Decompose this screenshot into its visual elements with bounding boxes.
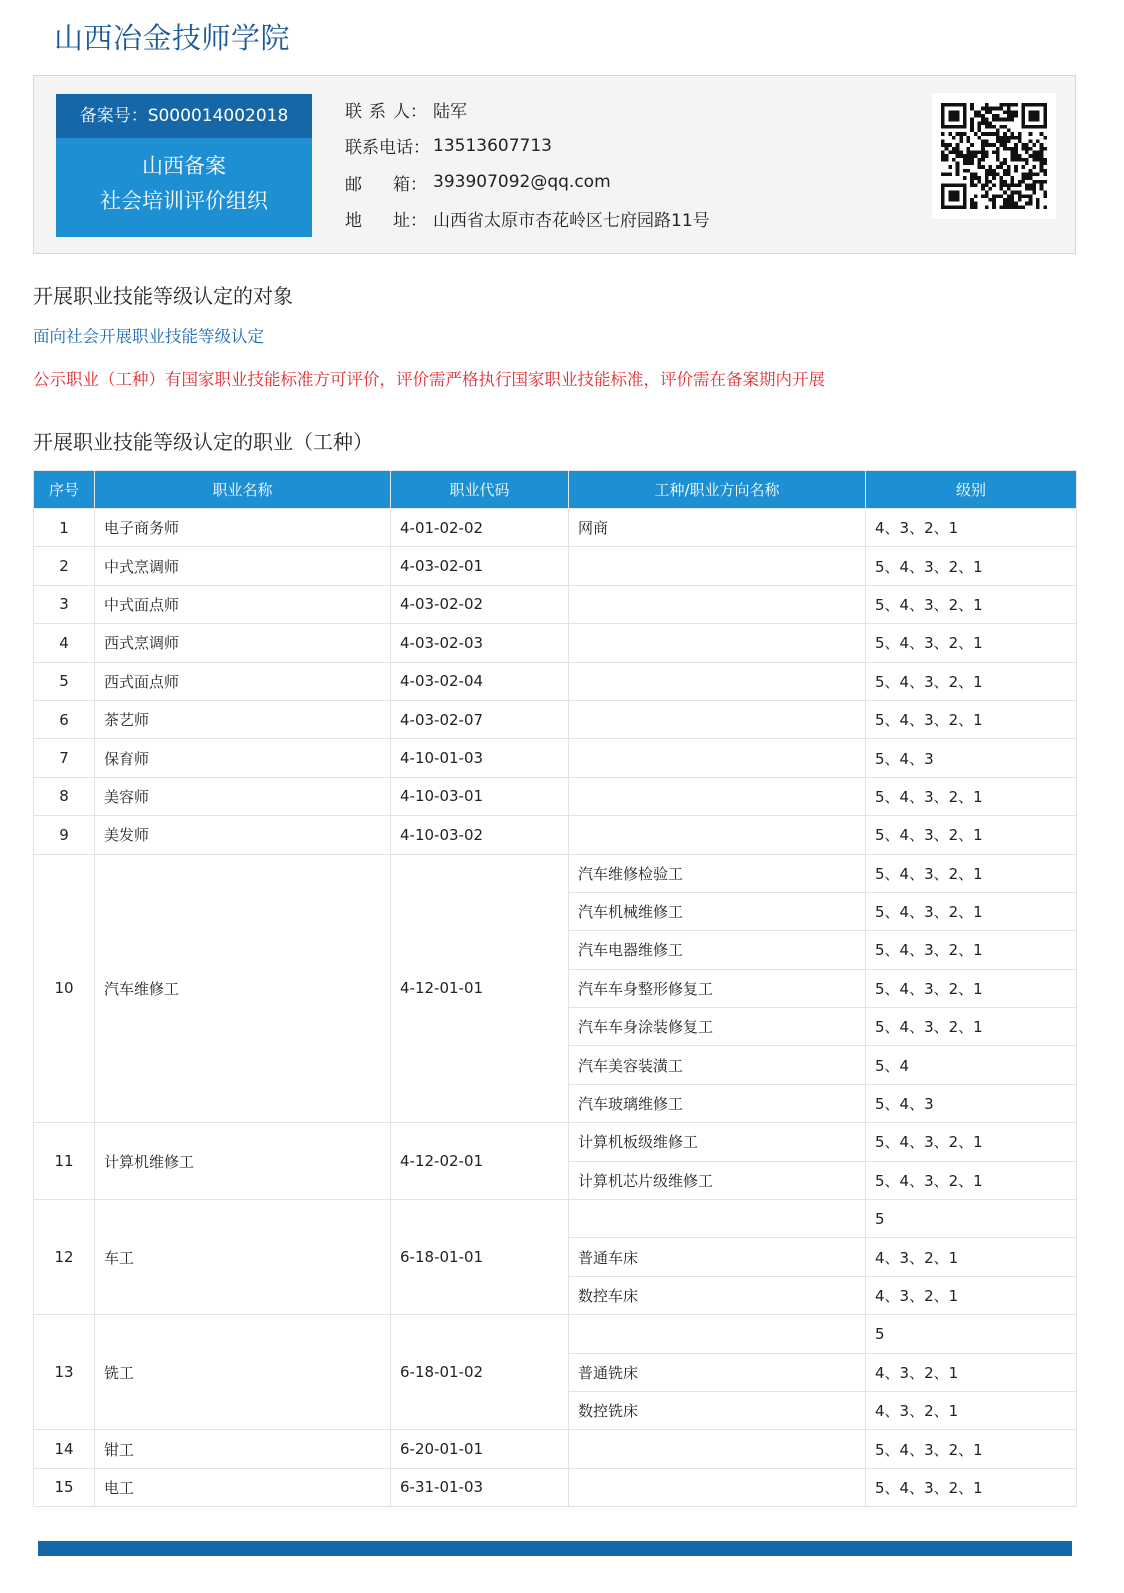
cell-level: 5、4、3、2、1 [866, 547, 1077, 585]
cell-occupation-code: 4-01-02-02 [391, 509, 569, 547]
target-section-title: 开展职业技能等级认定的对象 [33, 284, 293, 308]
cell-level: 5、4、3、2、1 [866, 1123, 1077, 1161]
contact-email-label: 邮 箱： [345, 174, 427, 195]
header-occupation-code: 职业代码 [391, 471, 569, 509]
cell-direction: 汽车车身涂装修复工 [569, 1008, 866, 1046]
table-row [34, 700, 1077, 738]
cell-occupation-name: 计算机维修工 [95, 1123, 391, 1200]
cell-occupation-name: 电子商务师 [95, 509, 391, 547]
record-badge [56, 94, 312, 237]
cell-no: 9 [34, 816, 95, 854]
cell-no: 15 [34, 1468, 95, 1506]
cell-direction [569, 624, 866, 662]
org-title: 山西冶金技师学院 [54, 21, 291, 55]
cell-occupation-code: 6-18-01-01 [391, 1200, 569, 1315]
cell-level: 5、4、3、2、1 [866, 1008, 1077, 1046]
cell-occupation-code: 6-31-01-03 [391, 1468, 569, 1506]
table-row [34, 585, 1077, 623]
cell-direction [569, 585, 866, 623]
target-notice-text: 公示职业（工种）有国家职业技能标准方可评价，评价需严格执行国家职业技能标准，评价需在备案期内开展 [33, 370, 825, 389]
cell-level: 5 [866, 1200, 1077, 1238]
cell-no: 14 [34, 1430, 95, 1468]
cell-occupation-name: 西式面点师 [95, 662, 391, 700]
cell-occupation-code: 4-03-02-02 [391, 585, 569, 623]
cell-occupation-name: 保育师 [95, 739, 391, 777]
cell-direction [569, 739, 866, 777]
cell-direction [569, 777, 866, 815]
cell-direction: 汽车玻璃维修工 [569, 1084, 866, 1122]
cell-direction [569, 1468, 866, 1506]
qr-code-icon [932, 93, 1056, 219]
cell-direction: 计算机芯片级维修工 [569, 1161, 866, 1199]
table-header-row [34, 471, 1077, 509]
cell-direction: 网商 [569, 509, 866, 547]
cell-direction [569, 700, 866, 738]
cell-direction: 数控铣床 [569, 1391, 866, 1429]
record-number: 备案号：S000014002018 [56, 94, 312, 138]
cell-direction: 汽车美容装潢工 [569, 1046, 866, 1084]
contact-phone-value: 13513607713 [433, 135, 552, 156]
contact-phone-label: 联 系 电 话： [345, 138, 430, 159]
cell-direction: 汽车车身整形修复工 [569, 969, 866, 1007]
cell-occupation-code: 4-03-02-01 [391, 547, 569, 585]
header-no: 序号 [34, 471, 95, 509]
cell-occupation-code: 4-10-01-03 [391, 739, 569, 777]
table-row [34, 1468, 1077, 1506]
cell-level: 5、4、3、2、1 [866, 931, 1077, 969]
cell-level: 5、4、3、2、1 [866, 624, 1077, 662]
cell-direction [569, 1430, 866, 1468]
cell-occupation-code: 4-10-03-02 [391, 816, 569, 854]
cell-direction [569, 547, 866, 585]
cell-no: 4 [34, 624, 95, 662]
table-row [34, 509, 1077, 547]
cell-level: 5 [866, 1315, 1077, 1353]
qr-code-graphic [941, 102, 1047, 210]
cell-no: 10 [34, 854, 95, 1123]
contact-person-label: 联 系 人： [345, 101, 427, 122]
header-occupation-name: 职业名称 [95, 471, 391, 509]
cell-occupation-name: 美发师 [95, 816, 391, 854]
cell-direction: 普通铣床 [569, 1353, 866, 1391]
contact-phone-row [345, 128, 905, 165]
table-row [34, 1430, 1077, 1468]
cell-occupation-code: 4-12-01-01 [391, 854, 569, 1123]
table-row [34, 624, 1077, 662]
badge-caption [56, 138, 312, 219]
cell-level: 5、4、3、2、1 [866, 700, 1077, 738]
target-scope-text: 面向社会开展职业技能等级认定 [33, 327, 264, 346]
cell-level: 4、3、2、1 [866, 1353, 1077, 1391]
cell-level: 5、4、3、2、1 [866, 1468, 1077, 1506]
footer-bar [38, 1541, 1072, 1556]
occupation-table [33, 470, 1077, 1507]
cell-level: 5、4、3、2、1 [866, 854, 1077, 892]
contact-address-row [345, 201, 905, 238]
org-info-panel [33, 75, 1076, 254]
cell-occupation-name: 中式烹调师 [95, 547, 391, 585]
cell-occupation-name: 茶艺师 [95, 700, 391, 738]
cell-occupation-name: 钳工 [95, 1430, 391, 1468]
header-level: 级别 [866, 471, 1077, 509]
cell-occupation-code: 4-12-02-01 [391, 1123, 569, 1200]
cell-direction: 汽车机械维修工 [569, 892, 866, 930]
header-direction: 工种/职业方向名称 [569, 471, 866, 509]
cell-level: 5、4、3 [866, 1084, 1077, 1122]
cell-level: 5、4、3、2、1 [866, 777, 1077, 815]
cell-direction: 普通车床 [569, 1238, 866, 1276]
cell-no: 11 [34, 1123, 95, 1200]
cell-no: 8 [34, 777, 95, 815]
contact-email-value: 393907092@qq.com [433, 172, 611, 193]
cell-level: 4、3、2、1 [866, 1276, 1077, 1314]
table-row [34, 1315, 1077, 1353]
cell-level: 5、4、3、2、1 [866, 1161, 1077, 1199]
cell-level: 5、4、3、2、1 [866, 662, 1077, 700]
cell-occupation-code: 4-03-02-07 [391, 700, 569, 738]
table-row [34, 547, 1077, 585]
cell-occupation-name: 铣工 [95, 1315, 391, 1430]
cell-level: 5、4、3、2、1 [866, 816, 1077, 854]
cell-direction: 数控车床 [569, 1276, 866, 1314]
cell-occupation-code: 6-20-01-01 [391, 1430, 569, 1468]
cell-no: 2 [34, 547, 95, 585]
cell-no: 5 [34, 662, 95, 700]
cell-level: 4、3、2、1 [866, 509, 1077, 547]
contact-address-value: 山西省太原市杏花岭区七府园路11号 [433, 211, 710, 232]
cell-direction [569, 1315, 866, 1353]
cell-no: 12 [34, 1200, 95, 1315]
cell-level: 4、3、2、1 [866, 1391, 1077, 1429]
cell-occupation-name: 西式烹调师 [95, 624, 391, 662]
cell-level: 5、4、3 [866, 739, 1077, 777]
cell-direction [569, 1200, 866, 1238]
table-row [34, 777, 1077, 815]
contact-person-value: 陆军 [433, 101, 467, 122]
cell-no: 13 [34, 1315, 95, 1430]
cell-occupation-code: 4-10-03-01 [391, 777, 569, 815]
contact-person-row [345, 91, 905, 128]
table-row [34, 1123, 1077, 1161]
table-row [34, 662, 1077, 700]
badge-line-2: 社会培训评价组织 [100, 189, 268, 213]
cell-direction: 汽车维修检验工 [569, 854, 866, 892]
table-row [34, 854, 1077, 892]
cell-direction [569, 816, 866, 854]
cell-level: 5、4、3、2、1 [866, 585, 1077, 623]
cell-level: 5、4、3、2、1 [866, 892, 1077, 930]
table-body [34, 509, 1077, 1507]
cell-level: 4、3、2、1 [866, 1238, 1077, 1276]
cell-level: 5、4 [866, 1046, 1077, 1084]
cell-occupation-code: 4-03-02-04 [391, 662, 569, 700]
cell-occupation-name: 车工 [95, 1200, 391, 1315]
badge-line-1: 山西备案 [142, 154, 226, 178]
cell-occupation-name: 中式面点师 [95, 585, 391, 623]
table-row [34, 1200, 1077, 1238]
cell-no: 7 [34, 739, 95, 777]
cell-occupation-code: 6-18-01-02 [391, 1315, 569, 1430]
cell-occupation-name: 电工 [95, 1468, 391, 1506]
occupation-section-title: 开展职业技能等级认定的职业（工种） [33, 430, 373, 454]
cell-level: 5、4、3、2、1 [866, 969, 1077, 1007]
contact-address-label: 地 址： [345, 211, 427, 232]
cell-no: 1 [34, 509, 95, 547]
cell-occupation-code: 4-03-02-03 [391, 624, 569, 662]
cell-no: 6 [34, 700, 95, 738]
table-row [34, 816, 1077, 854]
contact-info [345, 91, 905, 237]
cell-occupation-name: 汽车维修工 [95, 854, 391, 1123]
cell-direction: 汽车电器维修工 [569, 931, 866, 969]
table-row [34, 739, 1077, 777]
cell-direction [569, 662, 866, 700]
cell-occupation-name: 美容师 [95, 777, 391, 815]
cell-level: 5、4、3、2、1 [866, 1430, 1077, 1468]
cell-direction: 计算机板级维修工 [569, 1123, 866, 1161]
contact-email-row [345, 164, 905, 201]
cell-no: 3 [34, 585, 95, 623]
